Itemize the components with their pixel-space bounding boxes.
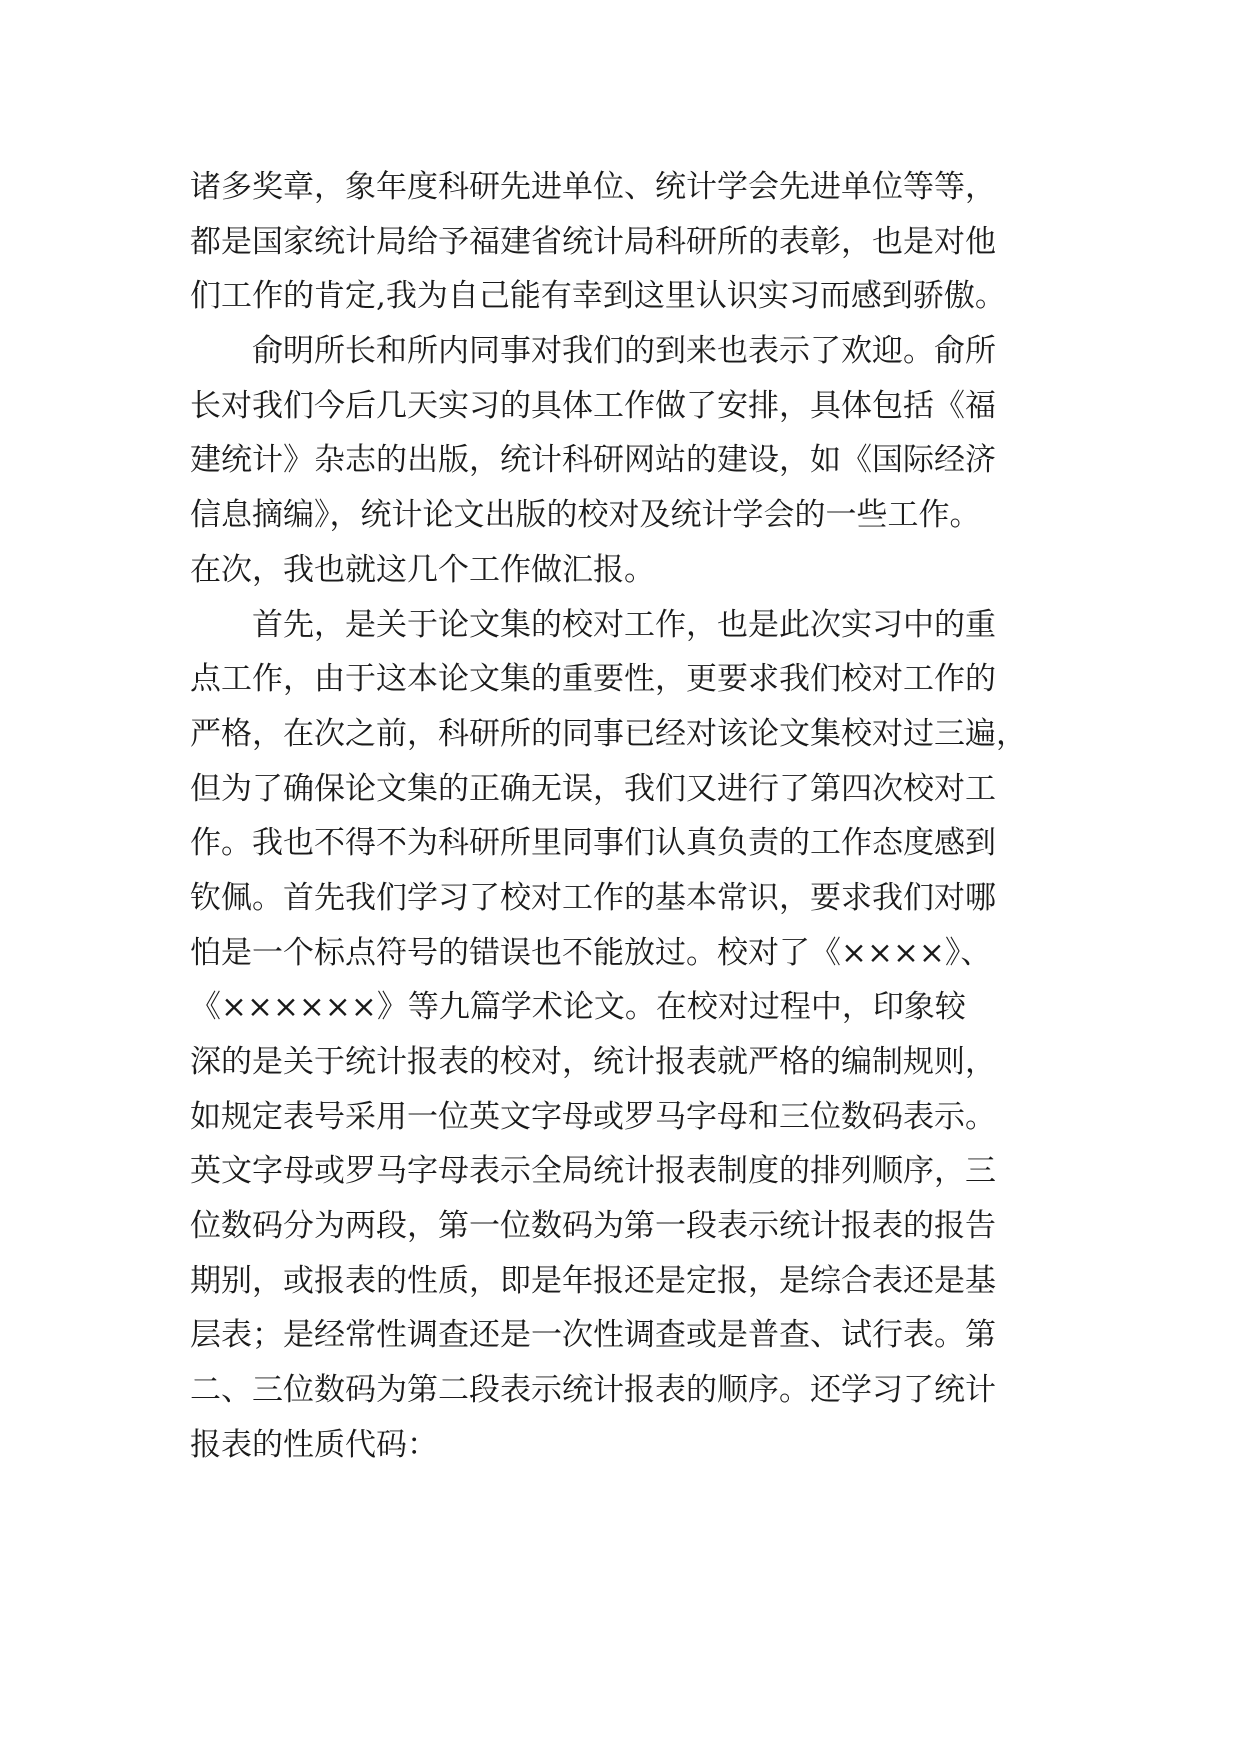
text-line: 在次，我也就这几个工作做汇报。 (190, 551, 655, 588)
paragraph (190, 160, 1090, 324)
document-body (190, 160, 1090, 1473)
text-line: 点工作，由于这本论文集的重要性，更要求我们校对工作的 (190, 661, 996, 698)
text-line: 诸多奖章，象年度科研先进单位、统计学会先进单位等等， (190, 169, 996, 205)
text-line: 俞明所长和所内同事对我们的到来也表示了欢迎。俞所 (252, 333, 996, 370)
text-line: 期别，或报表的性质，即是年报还是定报，是综合表还是基 (190, 1262, 996, 1299)
text-line: 钦佩。首先我们学习了校对工作的基本常识，要求我们对哪 (190, 879, 996, 916)
text-line: 但为了确保论文集的正确无误，我们又进行了第四次校对工 (190, 770, 996, 807)
text-line: 长对我们今后几天实习的具体工作做了安排，具体包括《福 (190, 387, 996, 424)
text-line: 信息摘编》，统计论文出版的校对及统计学会的一些工作。 (190, 497, 981, 534)
text-line: 都是国家统计局给予福建省统计局科研所的表彰，也是对他 (190, 223, 996, 260)
text-line: 二、三位数码为第二段表示统计报表的顺序。还学习了统计 (190, 1372, 996, 1409)
text-line: 们工作的肯定,我为自己能有幸到这里认识实习而感到骄傲。 (190, 278, 1006, 315)
text-line: 如规定表号采用一位英文字母或罗马字母和三位数码表示。 (190, 1098, 996, 1135)
text-line: 严格，在次之前，科研所的同事已经对该论文集校对过三遍， (190, 715, 1027, 752)
text-line: 建统计》杂志的出版，统计科研网站的建设，如《国际经济 (190, 442, 996, 479)
text-line: 怕是一个标点符号的错误也不能放过。校对了《××××》、 (190, 934, 992, 971)
text-line: 层表；是经常性调查还是一次性调查或是普查、试行表。第 (190, 1317, 996, 1354)
text-line: 首先，是关于论文集的校对工作，也是此次实习中的重 (252, 606, 996, 643)
text-line: 《××××××》等九篇学术论文。在校对过程中，印象较 (190, 989, 966, 1026)
text-line: 位数码分为两段，第一位数码为第一段表示统计报表的报告 (190, 1208, 996, 1245)
paragraph (190, 324, 1090, 597)
text-line: 作。我也不得不为科研所里同事们认真负责的工作态度感到 (190, 825, 996, 862)
text-line: 深的是关于统计报表的校对，统计报表就严格的编制规则， (190, 1044, 996, 1080)
text-line: 报表的性质代码： (190, 1426, 438, 1463)
text-line: 英文字母或罗马字母表示全局统计报表制度的排列顺序，三 (190, 1153, 996, 1190)
paragraph (190, 598, 1090, 1473)
